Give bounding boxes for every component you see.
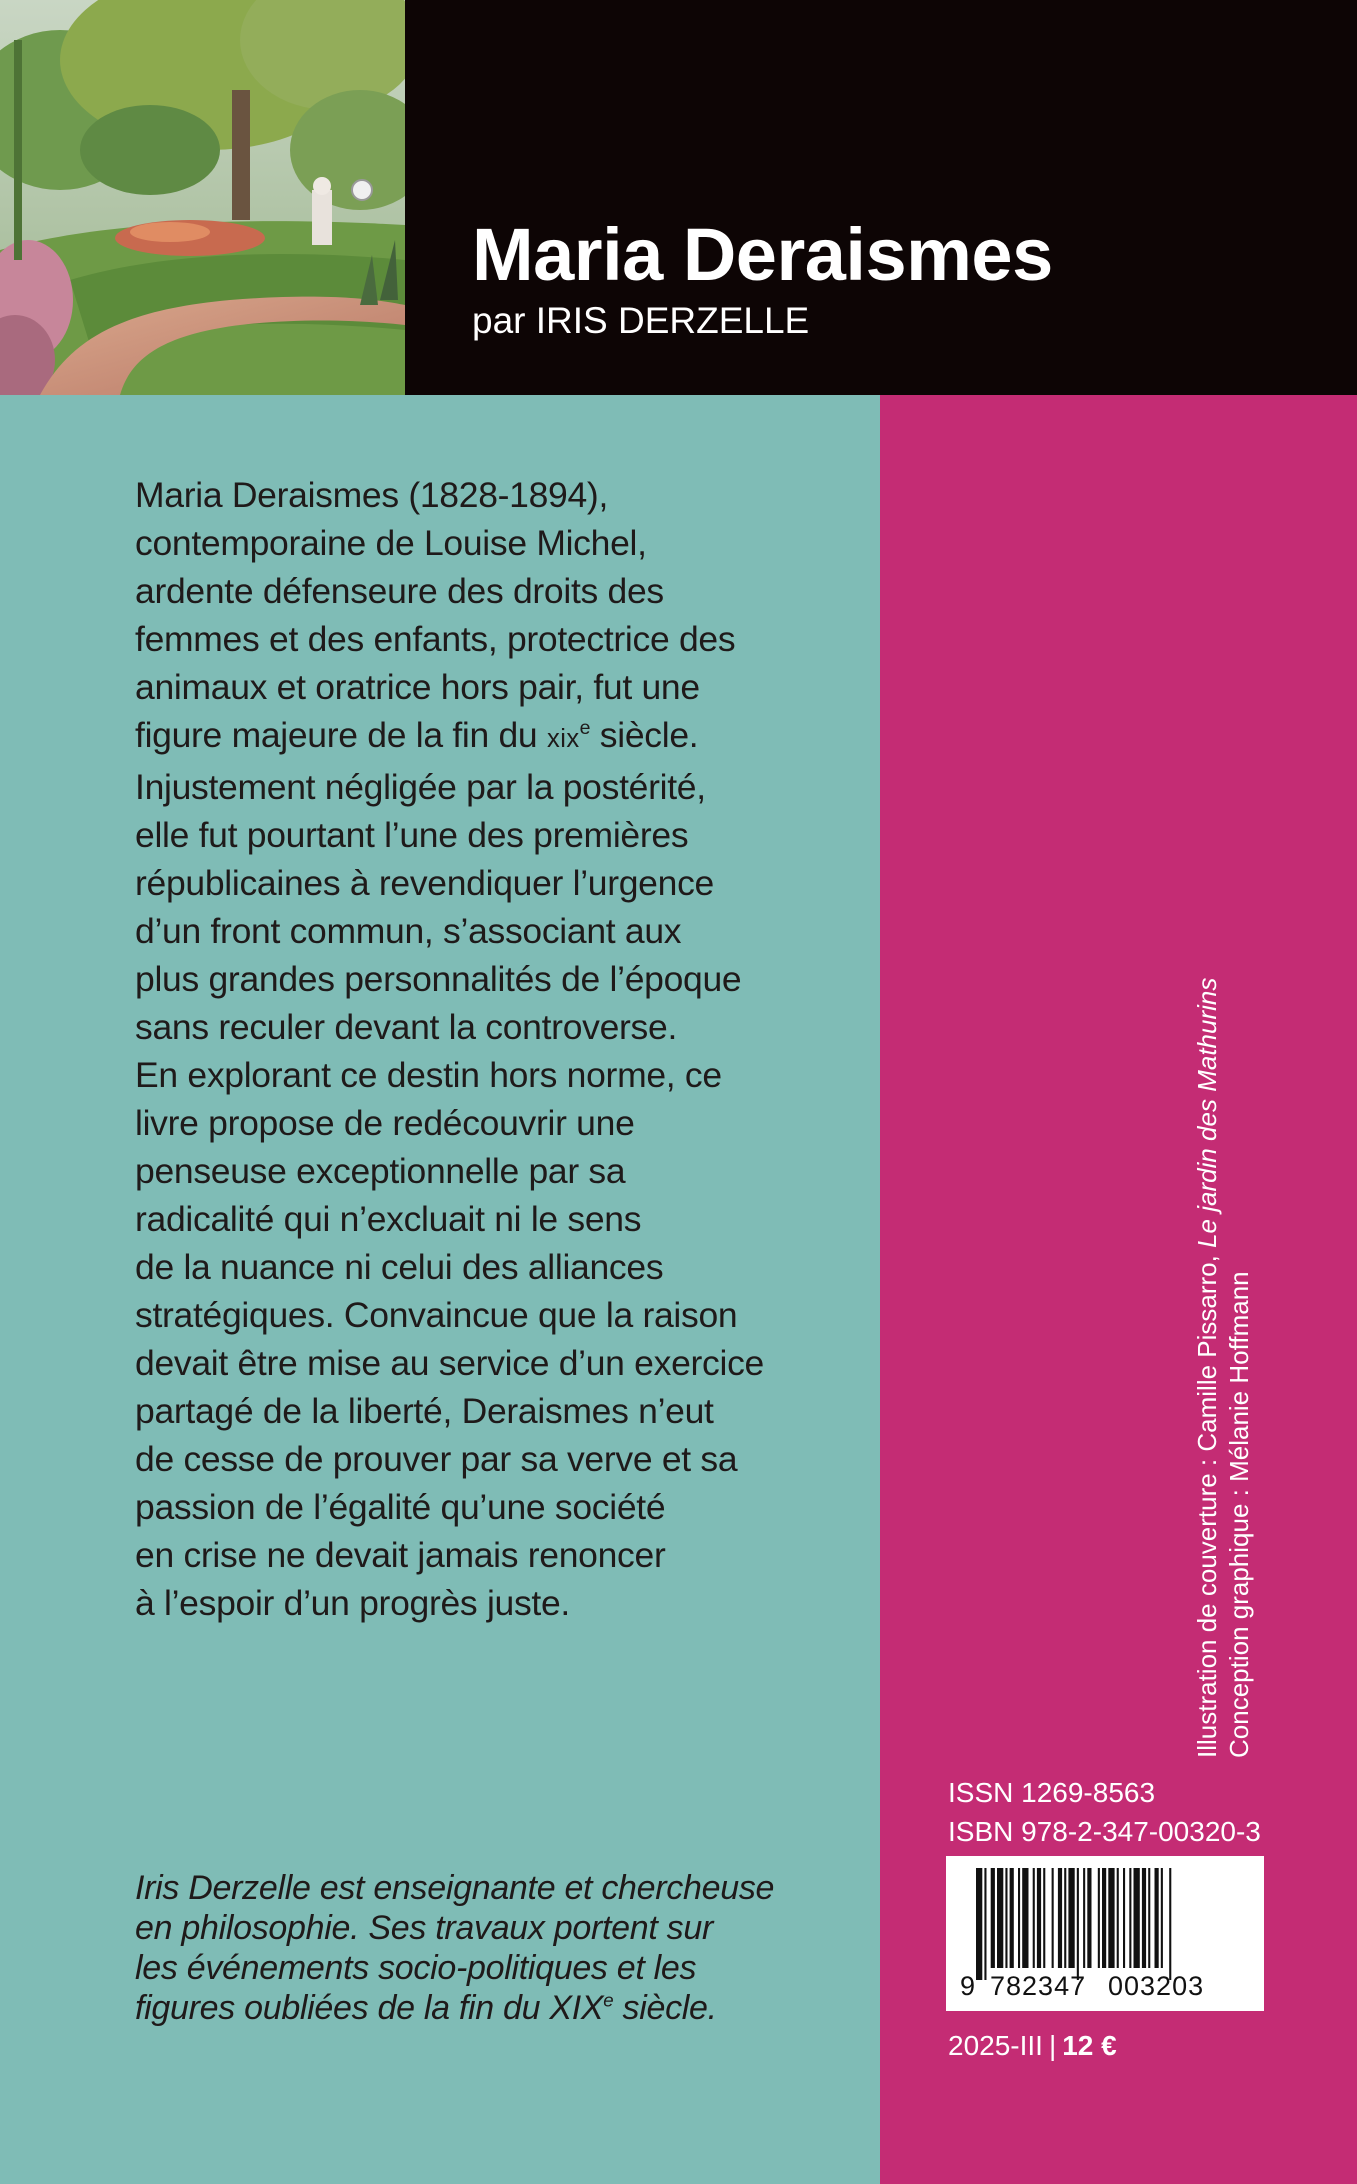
edition-price	[948, 2028, 1117, 2064]
bio-line: en philosophie. Ses travaux portent sur	[135, 1909, 713, 1947]
price: 12 €	[1062, 2030, 1117, 2061]
barcode-bar	[991, 1868, 995, 1968]
blurb-text	[135, 471, 835, 1627]
barcode-bar	[1033, 1868, 1035, 1968]
century-suffix: e	[603, 1989, 614, 2011]
blurb-line: penseuse exceptionnelle par sa	[135, 1151, 626, 1191]
blurb-line: elle fut pourtant l’une des premières	[135, 815, 689, 855]
author-byline: par IRIS DERZELLE	[472, 300, 810, 341]
garden-painting-illustration	[0, 0, 405, 395]
blurb-line: partagé de la liberté, Deraismes n’eut	[135, 1391, 714, 1431]
blurb-line: de la nuance ni celui des alliances	[135, 1247, 664, 1287]
blurb-line: ardente défenseure des droits des	[135, 571, 664, 611]
barcode-bar	[1098, 1868, 1100, 1968]
blurb-line: de cesse de prouver par sa verve et sa	[135, 1439, 738, 1479]
barcode-bar	[1123, 1868, 1125, 1968]
barcode-bar	[1058, 1868, 1062, 1968]
barcode-bar	[1087, 1868, 1091, 1968]
blurb-line: en crise ne devait jamais renoncer	[135, 1535, 666, 1575]
bio-line-century	[135, 1988, 855, 2028]
barcode-bar	[1043, 1868, 1045, 1968]
illustration-credit	[1191, 958, 1223, 1758]
barcode-bar	[1018, 1868, 1020, 1968]
isbn-number: ISBN 978-2-347-00320-3	[948, 1816, 1261, 1847]
barcode-bar	[1068, 1868, 1074, 1968]
blurb-line: contemporaine de Louise Michel,	[135, 523, 647, 563]
barcode-bar	[1052, 1868, 1054, 1968]
separator: |	[1048, 2030, 1057, 2061]
cover-painting	[0, 0, 405, 395]
bio-line: Iris Derzelle est enseignante et chercheuse	[135, 1869, 775, 1907]
blurb-line: En explorant ce destin hors norme, ce	[135, 1055, 722, 1095]
blurb-line: livre propose de redécouvrir une	[135, 1103, 635, 1143]
blurb-line: Maria Deraismes (1828-1894),	[135, 475, 609, 515]
century-suffix: e	[579, 717, 591, 740]
barcode-bar	[1155, 1868, 1159, 1968]
book-title: Maria Deraismes	[472, 213, 1053, 296]
barcode-bar	[1161, 1868, 1163, 1968]
barcode-bar	[984, 1868, 986, 1980]
barcode-bar	[1148, 1868, 1150, 1968]
blurb-line: passion de l’égalité qu’une société	[135, 1487, 666, 1527]
century-roman: xix	[546, 725, 580, 753]
bio-line: les événements socio-politiques et les	[135, 1949, 697, 1987]
barcode-bar	[1134, 1868, 1140, 1968]
blurb-line: plus grandes personnalités de l’époque	[135, 959, 742, 999]
blurb-line: radicalité qui n’excluait ni le sens	[135, 1199, 642, 1239]
blurb-line-century	[135, 711, 835, 763]
barcode-bar	[976, 1868, 982, 1980]
barcode-bar	[997, 1868, 1003, 1968]
barcode-bar	[1010, 1868, 1014, 1968]
edition-number: 2025-III	[948, 2030, 1043, 2061]
blurb-line: devait être mise au service d’un exercice	[135, 1343, 764, 1383]
barcode-bar	[1102, 1868, 1106, 1968]
barcode-bar	[1129, 1868, 1131, 1968]
blurb-line: républicaines à revendiquer l’urgence	[135, 863, 714, 903]
header-band	[0, 0, 1357, 395]
isbn-barcode	[946, 1856, 1264, 2011]
illustration-credit-prefix: Illustration de couverture : Camille Pissarro,	[1192, 1247, 1222, 1758]
barcode-bar	[1077, 1868, 1079, 1980]
century-tail: siècle.	[590, 715, 699, 755]
barcode-digit-first: 9	[960, 1971, 977, 2001]
barcode-bar	[1117, 1868, 1119, 1968]
blurb-line: Injustement négligée par la postérité,	[135, 767, 706, 807]
barcode-bar	[1083, 1868, 1085, 1968]
blurb-line: à l’espoir d’un progrès juste.	[135, 1583, 570, 1623]
cover-credits	[1191, 958, 1271, 1758]
barcode-bar	[1064, 1868, 1066, 1968]
barcode-bar	[1005, 1868, 1007, 1968]
barcode-bar	[1022, 1868, 1028, 1968]
blurb-line: animaux et oratrice hors pair, fut une	[135, 667, 700, 707]
blurb-line: figure majeure de la fin du	[135, 715, 547, 755]
barcode-bar	[1142, 1868, 1146, 1968]
barcode-bar	[1169, 1868, 1171, 1980]
design-credit: Conception graphique : Mélanie Hoffmann	[1224, 1271, 1254, 1758]
barcode-bar	[1108, 1868, 1114, 1968]
bio-line: figures oubliées de la fin du XIX	[135, 1989, 604, 2027]
author-bio	[135, 1868, 855, 2028]
century-tail: siècle.	[613, 1989, 717, 2027]
barcode-digits-right: 003203	[1108, 1971, 1205, 2001]
blurb-line: sans reculer devant la controverse.	[135, 1007, 678, 1047]
artwork-title: Le jardin des Mathurins	[1192, 977, 1222, 1248]
issn-number: ISSN 1269-8563	[948, 1777, 1156, 1808]
blurb-line: d’un front commun, s’associant aux	[135, 911, 682, 951]
blurb-line: stratégiques. Convaincue que la raison	[135, 1295, 738, 1335]
barcode-digits-left: 782347	[990, 1971, 1087, 2001]
barcode-bar	[1037, 1868, 1041, 1968]
blurb-line: femmes et des enfants, protectrice des	[135, 619, 736, 659]
